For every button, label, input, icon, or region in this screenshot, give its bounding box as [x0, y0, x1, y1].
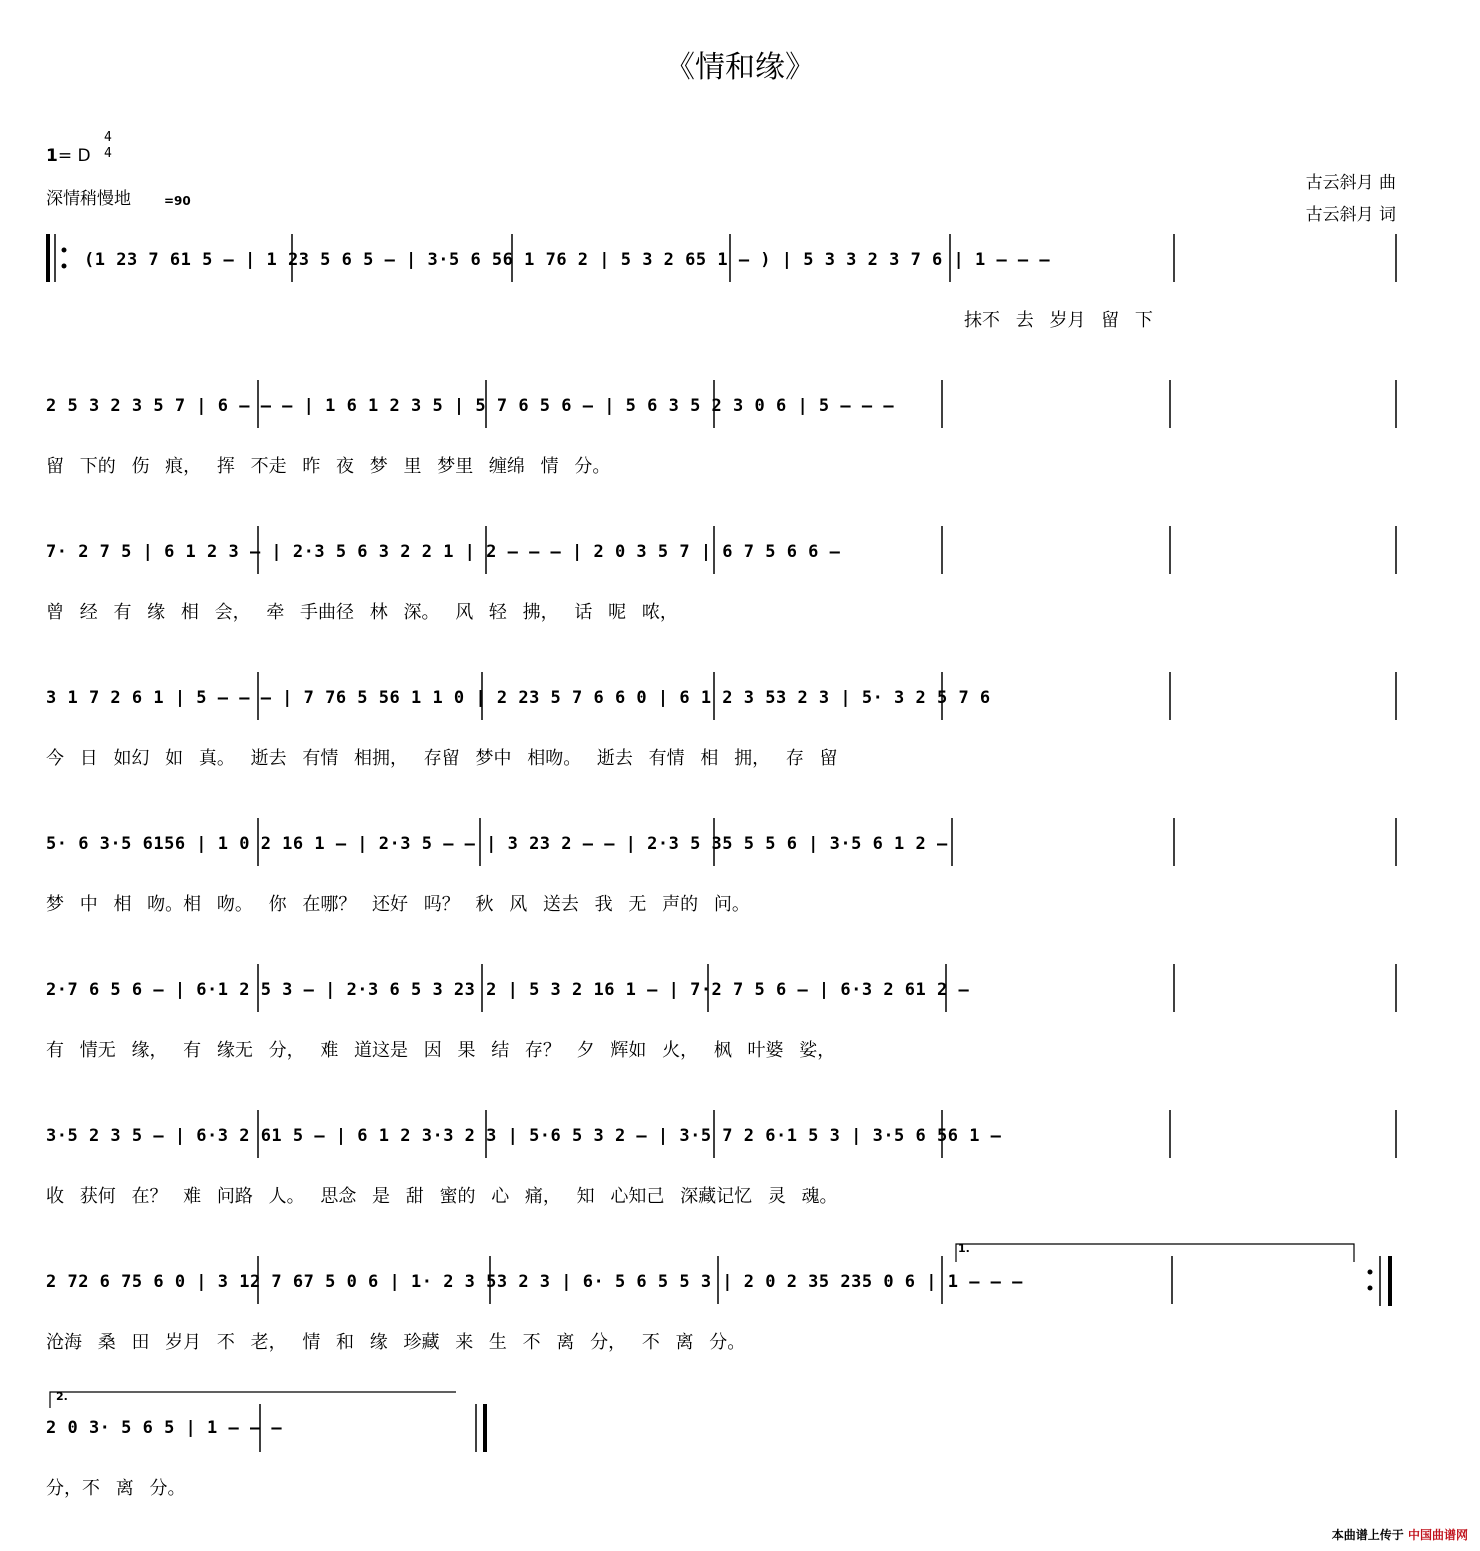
final-barline [476, 1404, 487, 1452]
volta-second-bracket [50, 1392, 456, 1408]
volta-second-label: 2. [56, 1390, 68, 1403]
brand-logo: 中国曲谱网 [1407, 1528, 1468, 1542]
notation-line-8: 2 72 6 75 6 0 | 3 12 7 67 5 0 6 | 1· 2 3 53 2 3 | 6· 5 6 5 5 3 | 2 0 2 35 235 0 6 | 1 – – – [46, 1272, 1023, 1292]
tempo-marking: 深情稍慢地 [46, 189, 131, 209]
notation-line-1: (1 23 7 61 5 – | 1 23 5 6 5 – | 3·5 6 56 1 76 2 | 5 3 2 65 1 – ) | 5 3 3 2 3 7 6 | 1 – – – [84, 250, 1051, 270]
notation-line-9: 2 0 3· 5 6 5 | 1 – – – [46, 1418, 283, 1438]
song-title: 《情和缘》 [665, 50, 815, 85]
lyrics-line-2: 留 下的 伤 痕， 挥 不走 昨 夜 梦 里 梦里 缠绵 情 分。 [46, 456, 611, 477]
lyrics-line-1: 抹不 去 岁月 留 下 [964, 310, 1153, 331]
volta-first-label: 1. [958, 1242, 970, 1255]
composer-credit: 古云斜月 曲 [1305, 173, 1396, 193]
lyrics-line-9: 分，不 离 分。 [46, 1478, 186, 1499]
start-repeat-sign [46, 234, 67, 282]
lyrics-line-8: 沧海 桑 田 岁月 不 老， 情 和 缘 珍藏 来 生 不 离 分， 不 离 分。 [46, 1332, 746, 1353]
barlines [258, 234, 1396, 1452]
lyricist-credit: 古云斜月 词 [1305, 205, 1396, 225]
notation-line-6: 2·7 6 5 6 – | 6·1 2 5 3 – | 2·3 6 5 3 23 2 | 5 3 2 16 1 – | 7·2 7 5 6 – | 6·3 2 61 2 – [46, 980, 970, 1000]
notation-line-4: 3 1 7 2 6 1 | 5 – – – | 7 76 5 56 1 1 0 | 2 23 5 7 6 6 0 | 6 1 2 3 53 2 3 | 5· 3 2 5 7 6 [46, 688, 991, 708]
lyrics-line-6: 有 情无 缘， 有 缘无 分， 难 道这是 因 果 结 存？ 夕 辉如 火， 枫 叶婆 娑， [46, 1040, 836, 1061]
notation-line-3: 7· 2 7 5 | 6 1 2 3 – | 2·3 5 6 3 2 2 1 | 2 – – – | 2 0 3 5 7 | 6 7 5 6 6 – [46, 542, 841, 562]
lyrics-line-3: 曾 经 有 缘 相 会， 牵 手曲径 林 深。 风 轻 拂， 话 呢 哝， [46, 602, 678, 623]
key-signature: 1= D [46, 146, 91, 166]
volta-first-bracket [956, 1244, 1354, 1262]
lyrics-line-7: 收 获何 在？ 难 问路 人。 思念 是 甜 蜜的 心 痛， 知 心知己 深藏记忆 灵 魂。 [46, 1186, 838, 1207]
footer-credit: 本曲谱上传于 中国曲谱网 [1331, 1528, 1468, 1542]
lyrics-line-5: 梦 中 相 吻。相 吻。 你 在哪？ 还好 吗？ 秋 风 送去 我 无 声的 问。 [46, 894, 750, 915]
tempo-value: =90 [164, 194, 191, 208]
time-signature: 4 4 [104, 130, 112, 161]
end-repeat-sign [1368, 1256, 1393, 1306]
notation-line-5: 5· 6 3·5 6156 | 1 0 2 16 1 – | 2·3 5 – – | 3 23 2 – – | 2·3 5 35 5 5 6 | 3·5 6 1 2 – [46, 834, 948, 854]
notation-line-2: 2 5 3 2 3 5 7 | 6 – – – | 1 6 1 2 3 5 | 5 7 6 5 6 – | 5 6 3 5 2 3 0 6 | 5 – – – [46, 396, 895, 416]
lyrics-line-4: 今 日 如幻 如 真。 逝去 有情 相拥， 存留 梦中 相吻。 逝去 有情 相 拥， 存 留 [46, 748, 838, 769]
notation-line-7: 3·5 2 3 5 – | 6·3 2 61 5 – | 6 1 2 3·3 2 3 | 5·6 5 3 2 – | 3·5 7 2 6·1 5 3 | 3·5 6 56 1 – [46, 1126, 1002, 1146]
